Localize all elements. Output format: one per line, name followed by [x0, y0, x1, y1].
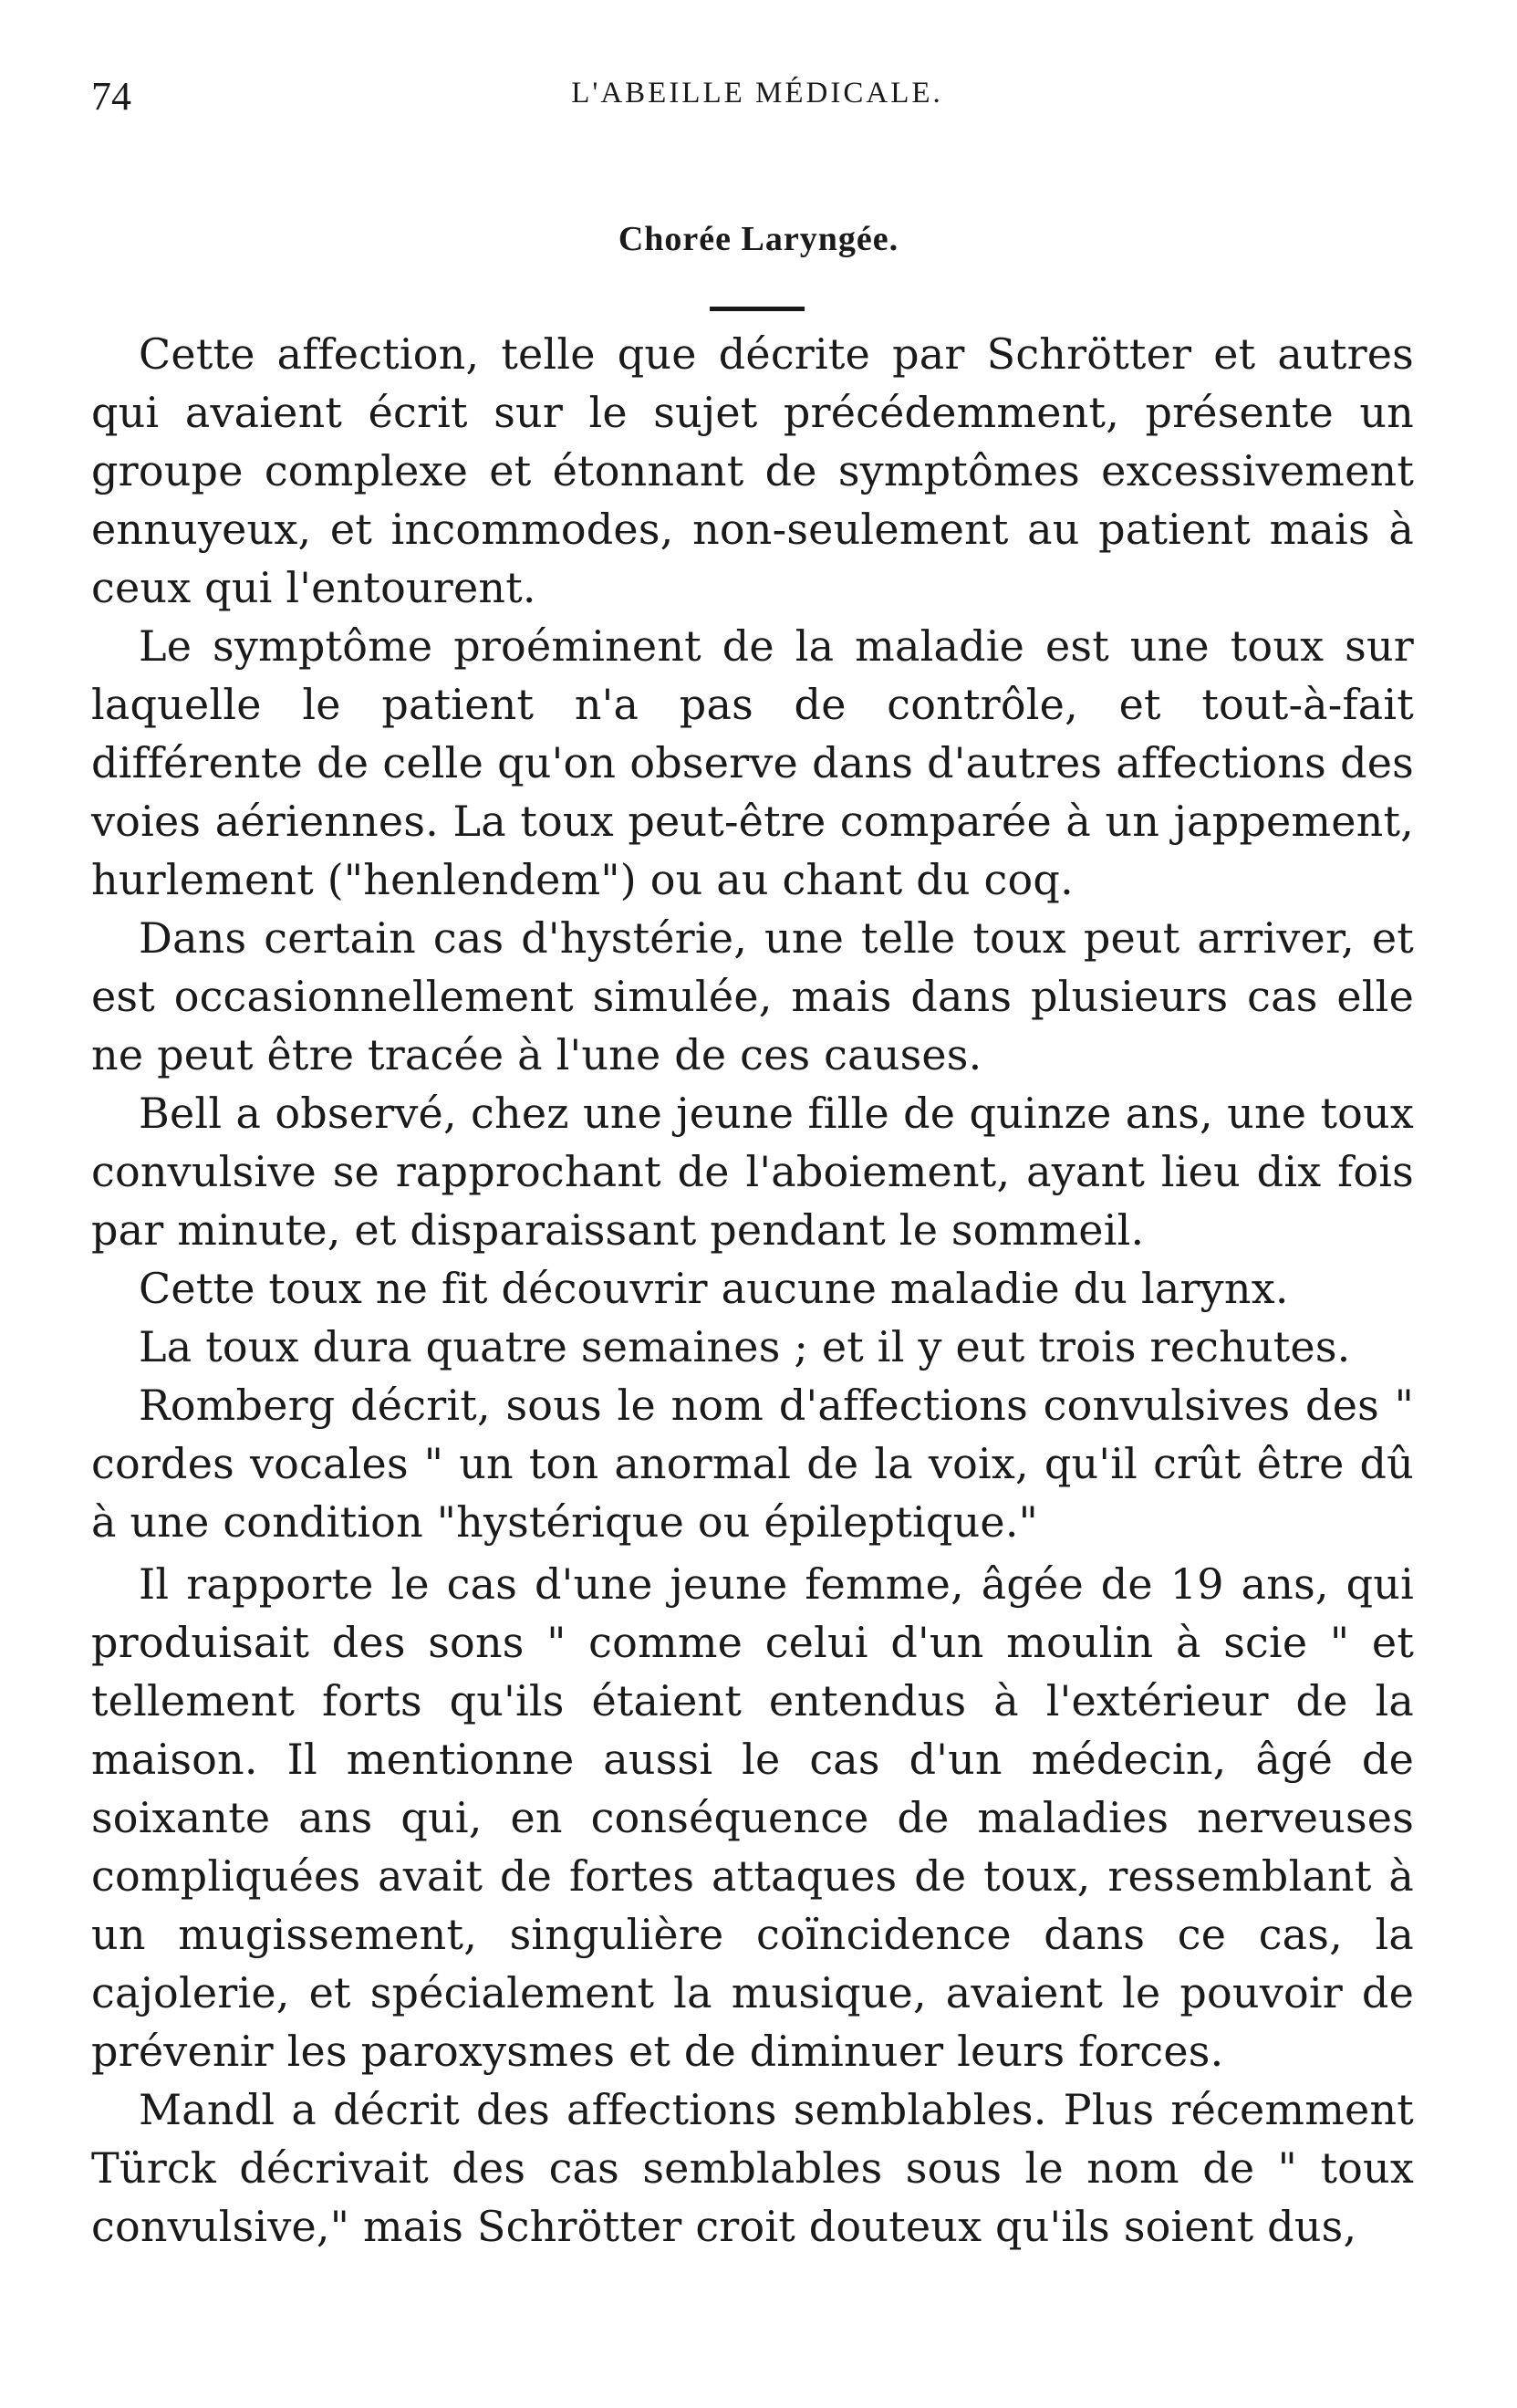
paragraph: La toux dura quatre semaines ; et il y eut trois rechutes. — [139, 1322, 1351, 1371]
paragraph: Mandl a décrit des affections semblables. Plus récemment Türck décrivait des cas semblables sous le nom de " toux convulsive," mais Schrötter croit douteux qu'ils soient dus, — [91, 2085, 1414, 2251]
title-rule — [710, 307, 805, 311]
paragraph: Romberg décrit, sous le nom d'affections convulsives des " cordes vocales " un ton anormal de la voix, qu'il crût être dû à une condition "hystérique ou épileptique." — [91, 1381, 1414, 1547]
running-title: L'ABEILLE MÉDICALE. — [571, 77, 943, 109]
paragraph: Bell a observé, chez une jeune fille de quinze ans, une toux convulsive se rapprochant de l'aboiement, ayant lieu dix fois par minute, et disparaissant pendant le sommeil. — [91, 1089, 1414, 1255]
section-title: Chorée Laryngée. — [618, 220, 899, 258]
paragraph: Cette affection, telle que décrite par Schrötter et autres qui avaient écrit sur le sujet précédemment, présente un groupe complexe et étonnant de symptômes excessivement ennuyeux, et incommodes, non-seulement au patient mais à ceux qui l'entourent. — [91, 329, 1414, 612]
paragraph: Il rapporte le cas d'une jeune femme, âgée de 19 ans, qui produisait des sons " comme celui d'un moulin à scie " et tellement forts qu'ils étaient entendus à l'extérieur de la maison. Il mentionne aussi le cas d'un médecin, âgé de soixante ans qui, en conséquence de maladies nerveuses compliquées avait de fortes attaques de toux, ressemblant à un mugissement, singulière coïncidence dans ce cas, la cajolerie, et spécialement la musique, avaient le pouvoir de prévenir les paroxysmes et de diminuer leurs forces. — [91, 1559, 1414, 2076]
page-number: 74 — [91, 74, 131, 119]
paragraph: Le symptôme proéminent de la maladie est une toux sur laquelle le patient n'a pas de contrôle, et tout-à-fait différente de celle qu'on observe dans d'autres affections des voies aériennes. La toux peut-être comparée à un jappement, hurlement ("henlendem") ou au chant du coq. — [91, 621, 1414, 904]
paragraph: Dans certain cas d'hystérie, une telle toux peut arriver, et est occasionnellement simulée, mais dans plusieurs cas elle ne peut être tracée à l'une de ces causes. — [91, 913, 1414, 1079]
body-text — [91, 325, 1414, 2256]
paragraph: Cette toux ne fit découvrir aucune maladie du larynx. — [139, 1264, 1289, 1313]
running-head — [91, 73, 1423, 128]
